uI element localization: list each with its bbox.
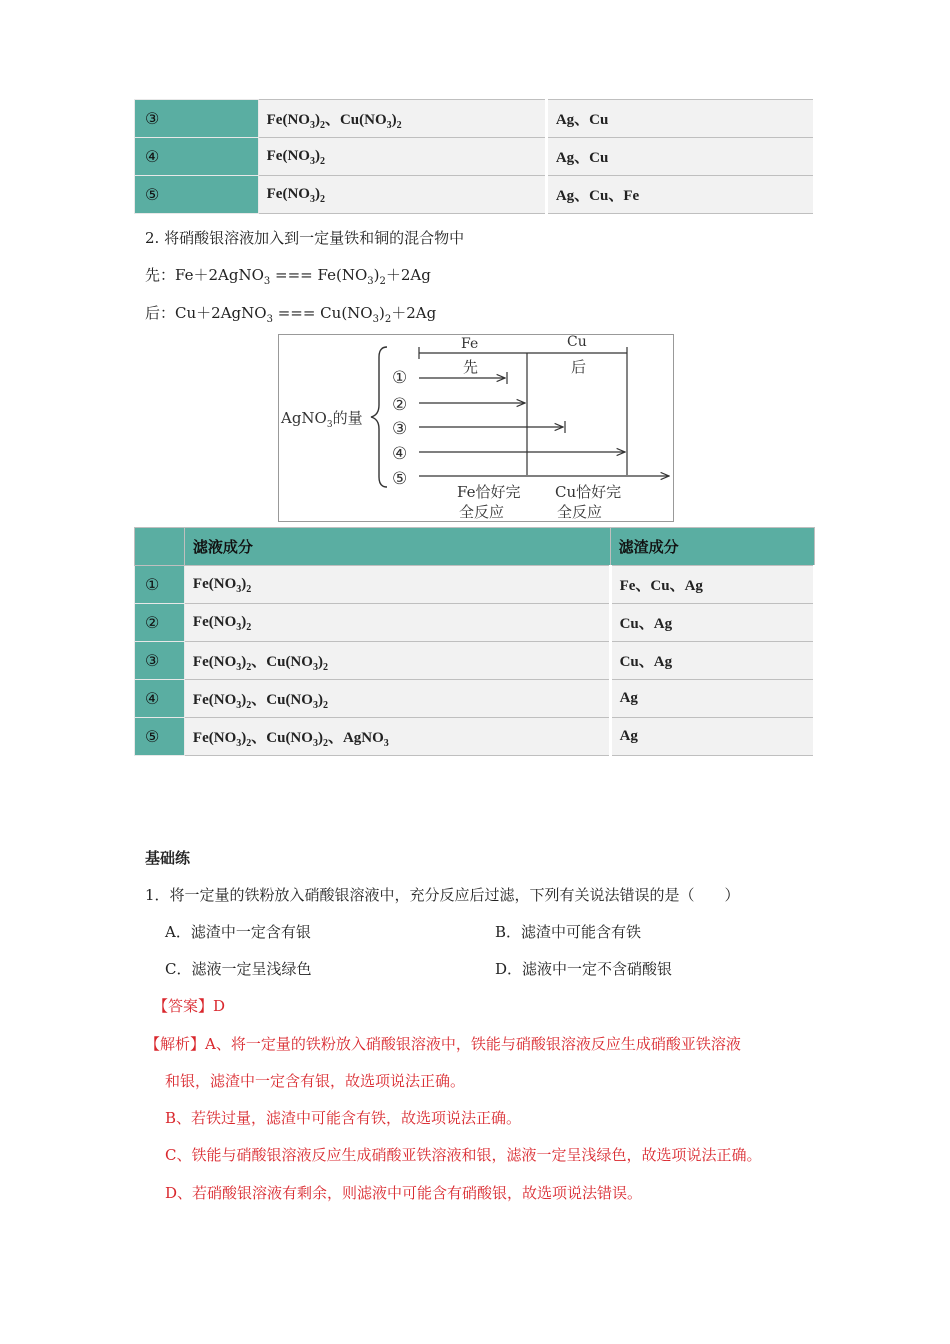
analysis-line-3: B、若铁过量，滤渣中可能含有铁，故选项说法正确。 (165, 1109, 522, 1127)
row-number: ③ (135, 100, 259, 138)
brace (371, 347, 387, 487)
cu-order: 后 (571, 358, 587, 376)
second-reaction: 后：Cu＋2AgNO$_3$ === $Cu(NO_3)_2+2Ag$ (145, 304, 437, 325)
filtrate-table-1 (134, 99, 816, 214)
option-c: C．滤液一定呈浅绿色 (165, 960, 312, 978)
row-number: ① (135, 566, 185, 604)
filtrate-cell: $Fe(NO_3)_2$、$Cu(NO_3)_2$ (184, 642, 610, 680)
filtrate-table-2 (134, 527, 816, 756)
table-row (135, 138, 815, 176)
filtrate-cell: $Fe(NO_3)_2$、$Cu(NO_3)_2$ (258, 100, 546, 138)
residue-cell: Ag、Cu (546, 138, 814, 176)
case-label-4: ④ (392, 444, 408, 464)
header-blank (135, 528, 185, 566)
practice-heading: 基础练 (145, 849, 191, 867)
row-number: ④ (135, 138, 259, 176)
reaction-order-svg (279, 335, 673, 521)
row-number: ② (135, 604, 185, 642)
fe-end-caption-a: Fe恰好完 (457, 483, 521, 501)
header-residue: 滤渣成分 (610, 528, 814, 566)
table-row (135, 176, 815, 214)
option-a: A．滤渣中一定含有银 (165, 923, 311, 941)
filtrate-cell: $Fe(NO_3)_2$、$Cu(NO_3)_2$、AgNO$_3$ (184, 718, 610, 756)
cu-end-caption-a: Cu恰好完 (555, 483, 622, 501)
table-row (135, 604, 815, 642)
fe-order: 先 (463, 358, 479, 376)
ylabel: AgNO$_3$的量 (281, 409, 363, 430)
row-number: ③ (135, 642, 185, 680)
table-row (135, 100, 815, 138)
residue-cell: Ag (610, 680, 814, 718)
row-number: ⑤ (135, 718, 185, 756)
filtrate-cell: $Fe(NO_3)_2$ (184, 566, 610, 604)
fe-end-caption-b: 全反应 (459, 503, 505, 521)
table-header-row (135, 528, 815, 566)
case-label-3: ③ (392, 419, 408, 439)
answer-line: 【答案】D (153, 997, 226, 1015)
option-b: B．滤渣中可能含有铁 (495, 923, 642, 941)
section-title: 2. 将硝酸银溶液加入到一定量铁和铜的混合物中 (145, 229, 465, 247)
residue-cell: Ag、Cu (546, 100, 814, 138)
header-filtrate: 滤液成分 (184, 528, 610, 566)
table-row (135, 566, 815, 604)
case-label-1: ① (392, 368, 408, 388)
analysis-line-5: D、若硝酸银溶液有剩余，则滤液中可能含有硝酸银，故选项说法错误。 (165, 1184, 643, 1202)
case-label-2: ② (392, 395, 408, 415)
fe-label: Fe (461, 336, 479, 352)
table-row (135, 680, 815, 718)
residue-cell: Ag、Cu、Fe (546, 176, 814, 214)
filtrate-cell: $Fe(NO_3)_2$ (258, 176, 546, 214)
filtrate-cell: $Fe(NO_3)_2$ (258, 138, 546, 176)
filtrate-cell: $Fe(NO_3)_2$ (184, 604, 610, 642)
cu-label: Cu (567, 335, 587, 350)
analysis-line-4: C、铁能与硝酸银溶液反应生成硝酸亚铁溶液和银，滤液一定呈浅绿色，故选项说法正确。 (165, 1146, 762, 1164)
filtrate-cell: $Fe(NO_3)_2$、$Cu(NO_3)_2$ (184, 680, 610, 718)
residue-cell: Ag (610, 718, 814, 756)
table-row (135, 642, 815, 680)
analysis-line-2: 和银，滤渣中一定含有银，故选项说法正确。 (165, 1072, 466, 1090)
row-number: ④ (135, 680, 185, 718)
row-number: ⑤ (135, 176, 259, 214)
table-row (135, 718, 815, 756)
analysis-line-1: 【解析】A、将一定量的铁粉放入硝酸银溶液中，铁能与硝酸银溶液反应生成硝酸亚铁溶液 (145, 1035, 741, 1053)
case-label-5: ⑤ (392, 469, 408, 489)
cu-end-caption-b: 全反应 (557, 503, 603, 521)
first-reaction: 先：Fe＋2AgNO$_3$ === $Fe(NO_3)_2+2Ag$ (145, 266, 431, 287)
residue-cell: Cu、Ag (610, 604, 814, 642)
question-text: 1．将一定量的铁粉放入硝酸银溶液中，充分反应后过滤，下列有关说法错误的是（ ） (145, 886, 740, 904)
residue-cell: Cu、Ag (610, 642, 814, 680)
reaction-order-diagram (278, 334, 674, 522)
residue-cell: Fe、Cu、Ag (610, 566, 814, 604)
option-d: D．滤液中一定不含硝酸银 (495, 960, 673, 978)
